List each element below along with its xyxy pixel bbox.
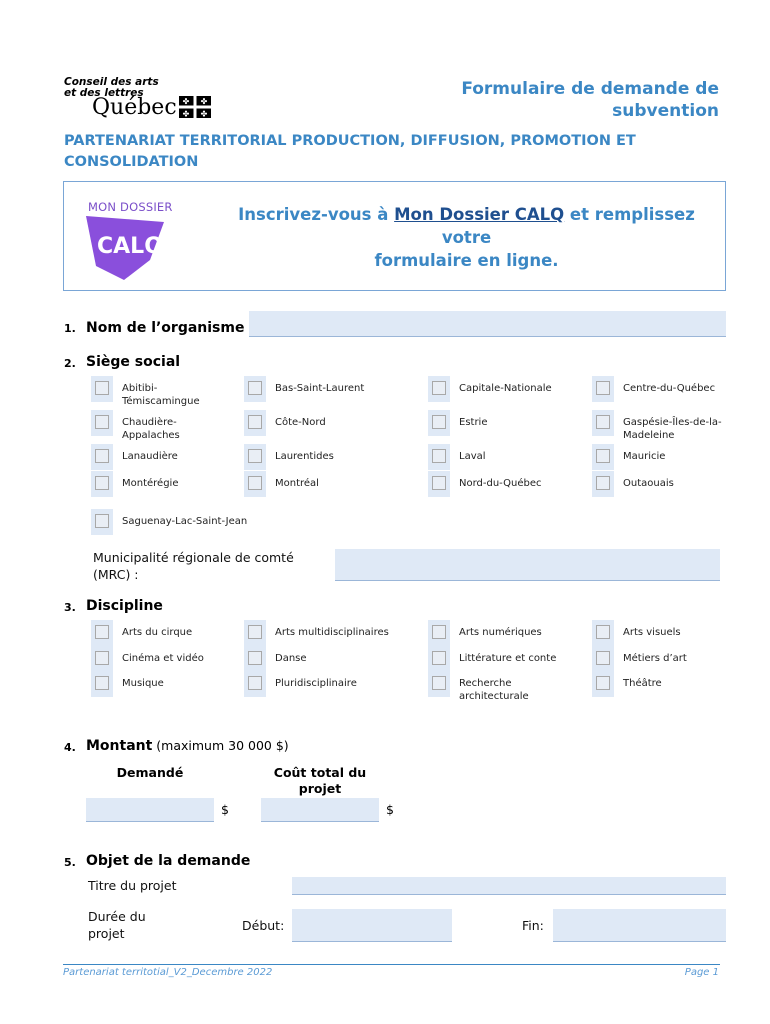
checkbox-box (432, 415, 446, 429)
region-label-bas-saint-laurent: Bas-Saint-Laurent (275, 383, 365, 394)
discipline-label-musique: Musique (122, 678, 164, 689)
region-checkbox-abitibi-temiscamingue[interactable] (91, 376, 113, 402)
quebec-flag-icon (179, 96, 211, 118)
mon-dossier-link[interactable]: Mon Dossier CALQ (394, 205, 565, 224)
region-label-outaouais: Outaouais (623, 478, 674, 489)
titre-projet-field[interactable] (292, 877, 726, 895)
organisme-name-field[interactable] (249, 311, 726, 337)
section2-number: 2. (64, 357, 76, 370)
checkbox-box (248, 625, 262, 639)
region-checkbox-nord-du-quebec[interactable] (428, 471, 450, 497)
region-label-lanaudiere: Lanaudière (122, 451, 178, 462)
checkbox-box (432, 625, 446, 639)
discipline-label-metiers-d-art: Métiers d’art (623, 653, 687, 664)
discipline-label-danse: Danse (275, 653, 307, 664)
checkbox-box (596, 381, 610, 395)
logo-text-line1: Conseil des arts (64, 76, 159, 88)
calq-badge-text: CALQ (97, 234, 163, 259)
region-checkbox-laurentides[interactable] (244, 444, 266, 470)
fin-label: Fin: (522, 918, 544, 933)
discipline-label-arts-visuels: Arts visuels (623, 627, 681, 638)
region-checkbox-estrie[interactable] (428, 410, 450, 436)
checkbox-box (596, 676, 610, 690)
region-checkbox-cote-nord[interactable] (244, 410, 266, 436)
checkbox-box (95, 651, 109, 665)
region-label-laurentides: Laurentides (275, 451, 334, 462)
discipline-label-arts-numeriques: Arts numériques (459, 627, 542, 638)
region-checkbox-outaouais[interactable] (592, 471, 614, 497)
discipline-label-recherche-architecturale: Recherche architecturale (459, 678, 529, 702)
checkbox-box (248, 449, 262, 463)
svg-text:✤: ✤ (200, 97, 208, 106)
section4-title-row (86, 738, 289, 754)
region-label-montreal: Montréal (275, 478, 319, 489)
cout-total-header: Coût total du projet (273, 765, 367, 796)
section4-number: 4. (64, 741, 76, 754)
region-checkbox-montreal[interactable] (244, 471, 266, 497)
banner-line3: formulaire en ligne. (374, 251, 559, 270)
discipline-checkbox-cinema-et-video[interactable] (91, 646, 113, 672)
currency-symbol-2: $ (386, 802, 394, 817)
checkbox-box (432, 449, 446, 463)
section4-title: Montant (86, 738, 153, 754)
checkbox-box (596, 625, 610, 639)
section2-title: Siège social (86, 354, 181, 370)
banner-message (214, 203, 719, 272)
montant-demande-field[interactable] (86, 798, 214, 822)
program-title (64, 131, 636, 173)
region-label-centre-du-quebec: Centre-du-Québec (623, 383, 716, 394)
region-checkbox-monteregie[interactable] (91, 471, 113, 497)
region-checkbox-centre-du-quebec[interactable] (592, 376, 614, 402)
section5-number: 5. (64, 856, 76, 869)
checkbox-box (432, 651, 446, 665)
region-label-saguenay-lac-saint-jean: Saguenay-Lac-Saint-Jean (122, 516, 248, 527)
checkbox-box (95, 381, 109, 395)
currency-symbol-1: $ (221, 802, 229, 817)
footer-document-name: Partenariat territotial_V2_Decembre 2022 (63, 967, 273, 978)
checkbox-box (95, 625, 109, 639)
section4-subtitle: (maximum 30 000 $) (152, 738, 289, 753)
banner-line1 (214, 203, 719, 226)
form-title-line1: Formulaire de demande de (461, 79, 719, 99)
svg-text:✤: ✤ (182, 97, 190, 106)
section1-number: 1. (64, 322, 76, 335)
region-label-chaudiere-appalaches: Chaudière- Appalaches (122, 417, 180, 441)
discipline-label-cinema-et-video: Cinéma et vidéo (122, 653, 204, 664)
checkbox-box (248, 381, 262, 395)
discipline-checkbox-arts-visuels[interactable] (592, 620, 614, 646)
logo-text-line2: et des lettres (64, 87, 144, 99)
region-label-gaspesie-iles-de-la-madeleine: Gaspésie-Îles-de-la- Madeleine (623, 417, 722, 441)
discipline-checkbox-pluridisciplinaire[interactable] (244, 671, 266, 697)
footer-page-number: Page 1 (684, 967, 719, 978)
discipline-checkbox-metiers-d-art[interactable] (592, 646, 614, 672)
section3-title: Discipline (86, 598, 163, 614)
banner-text-pre: Inscrivez-vous à (238, 205, 395, 224)
region-label-mauricie: Mauricie (623, 451, 666, 462)
checkbox-box (248, 676, 262, 690)
discipline-checkbox-recherche-architecturale[interactable] (428, 671, 450, 697)
program-title-line2: CONSOLIDATION (64, 154, 199, 170)
mrc-field[interactable] (335, 549, 720, 581)
checkbox-box (248, 651, 262, 665)
region-label-capitale-nationale: Capitale-Nationale (459, 383, 552, 394)
discipline-label-litterature-et-conte: Littérature et conte (459, 653, 557, 664)
checkbox-box (432, 381, 446, 395)
banner-text-post: et remplissez (564, 205, 695, 224)
mon-dossier-logo (84, 194, 194, 284)
program-title-line1: PARTENARIAT TERRITORIAL PRODUCTION, DIFFUSION, PROMOTION ET (64, 133, 636, 149)
mrc-label: Municipalité régionale de comté (MRC) : (93, 550, 294, 582)
logo-text-line3: Québec (92, 95, 177, 120)
region-checkbox-chaudiere-appalaches[interactable] (91, 410, 113, 436)
discipline-checkbox-theatre[interactable] (592, 671, 614, 697)
demande-header: Demandé (116, 765, 184, 780)
checkbox-box (596, 449, 610, 463)
mon-dossier-logo-label: MON DOSSIER (88, 200, 173, 214)
region-label-abitibi-temiscamingue: Abitibi- Témiscamingue (122, 383, 200, 407)
discipline-checkbox-litterature-et-conte[interactable] (428, 646, 450, 672)
checkbox-box (95, 476, 109, 490)
mon-dossier-banner (63, 181, 726, 291)
checkbox-box (432, 476, 446, 490)
svg-text:✤: ✤ (200, 109, 208, 118)
checkbox-box (95, 676, 109, 690)
region-label-nord-du-quebec: Nord-du-Québec (459, 478, 542, 489)
discipline-checkbox-musique[interactable] (91, 671, 113, 697)
region-checkbox-saguenay-lac-saint-jean[interactable] (91, 509, 113, 535)
discipline-checkbox-danse[interactable] (244, 646, 266, 672)
checkbox-box (596, 415, 610, 429)
svg-text:✤: ✤ (182, 109, 190, 118)
region-checkbox-gaspesie-iles-de-la-madeleine[interactable] (592, 410, 614, 436)
region-checkbox-capitale-nationale[interactable] (428, 376, 450, 402)
checkbox-box (95, 415, 109, 429)
discipline-label-theatre: Théâtre (623, 678, 662, 689)
section3-number: 3. (64, 601, 76, 614)
region-label-laval: Laval (459, 451, 486, 462)
checkbox-box (432, 676, 446, 690)
titre-projet-label: Titre du projet (88, 878, 177, 893)
region-checkbox-mauricie[interactable] (592, 444, 614, 470)
section1-title: Nom de l’organisme (86, 320, 245, 336)
discipline-label-arts-multidisciplinaires: Arts multidisciplinaires (275, 627, 389, 638)
footer-divider (63, 964, 720, 965)
form-title (461, 78, 719, 122)
discipline-label-arts-du-cirque: Arts du cirque (122, 627, 193, 638)
checkbox-box (596, 651, 610, 665)
form-title-line2: subvention (612, 101, 719, 121)
discipline-checkbox-arts-du-cirque[interactable] (91, 620, 113, 646)
region-label-cote-nord: Côte-Nord (275, 417, 326, 428)
region-label-estrie: Estrie (459, 417, 488, 428)
checkbox-box (95, 449, 109, 463)
checkbox-box (596, 476, 610, 490)
fin-date-field[interactable] (553, 909, 726, 942)
discipline-label-pluridisciplinaire: Pluridisciplinaire (275, 678, 357, 689)
debut-label: Début: (242, 918, 285, 933)
region-checkbox-laval[interactable] (428, 444, 450, 470)
cout-total-field[interactable] (261, 798, 379, 822)
debut-date-field[interactable] (292, 909, 452, 942)
checkbox-box (248, 476, 262, 490)
banner-line2: votre (441, 228, 492, 247)
region-checkbox-bas-saint-laurent[interactable] (244, 376, 266, 402)
checkbox-box (95, 514, 109, 528)
discipline-checkbox-arts-numeriques[interactable] (428, 620, 450, 646)
discipline-checkbox-arts-multidisciplinaires[interactable] (244, 620, 266, 646)
section5-title: Objet de la demande (86, 853, 251, 869)
duree-projet-label: Durée du projet (88, 909, 146, 941)
calq-logo (64, 76, 224, 122)
checkbox-box (248, 415, 262, 429)
region-label-monteregie: Montérégie (122, 478, 179, 489)
region-checkbox-lanaudiere[interactable] (91, 444, 113, 470)
